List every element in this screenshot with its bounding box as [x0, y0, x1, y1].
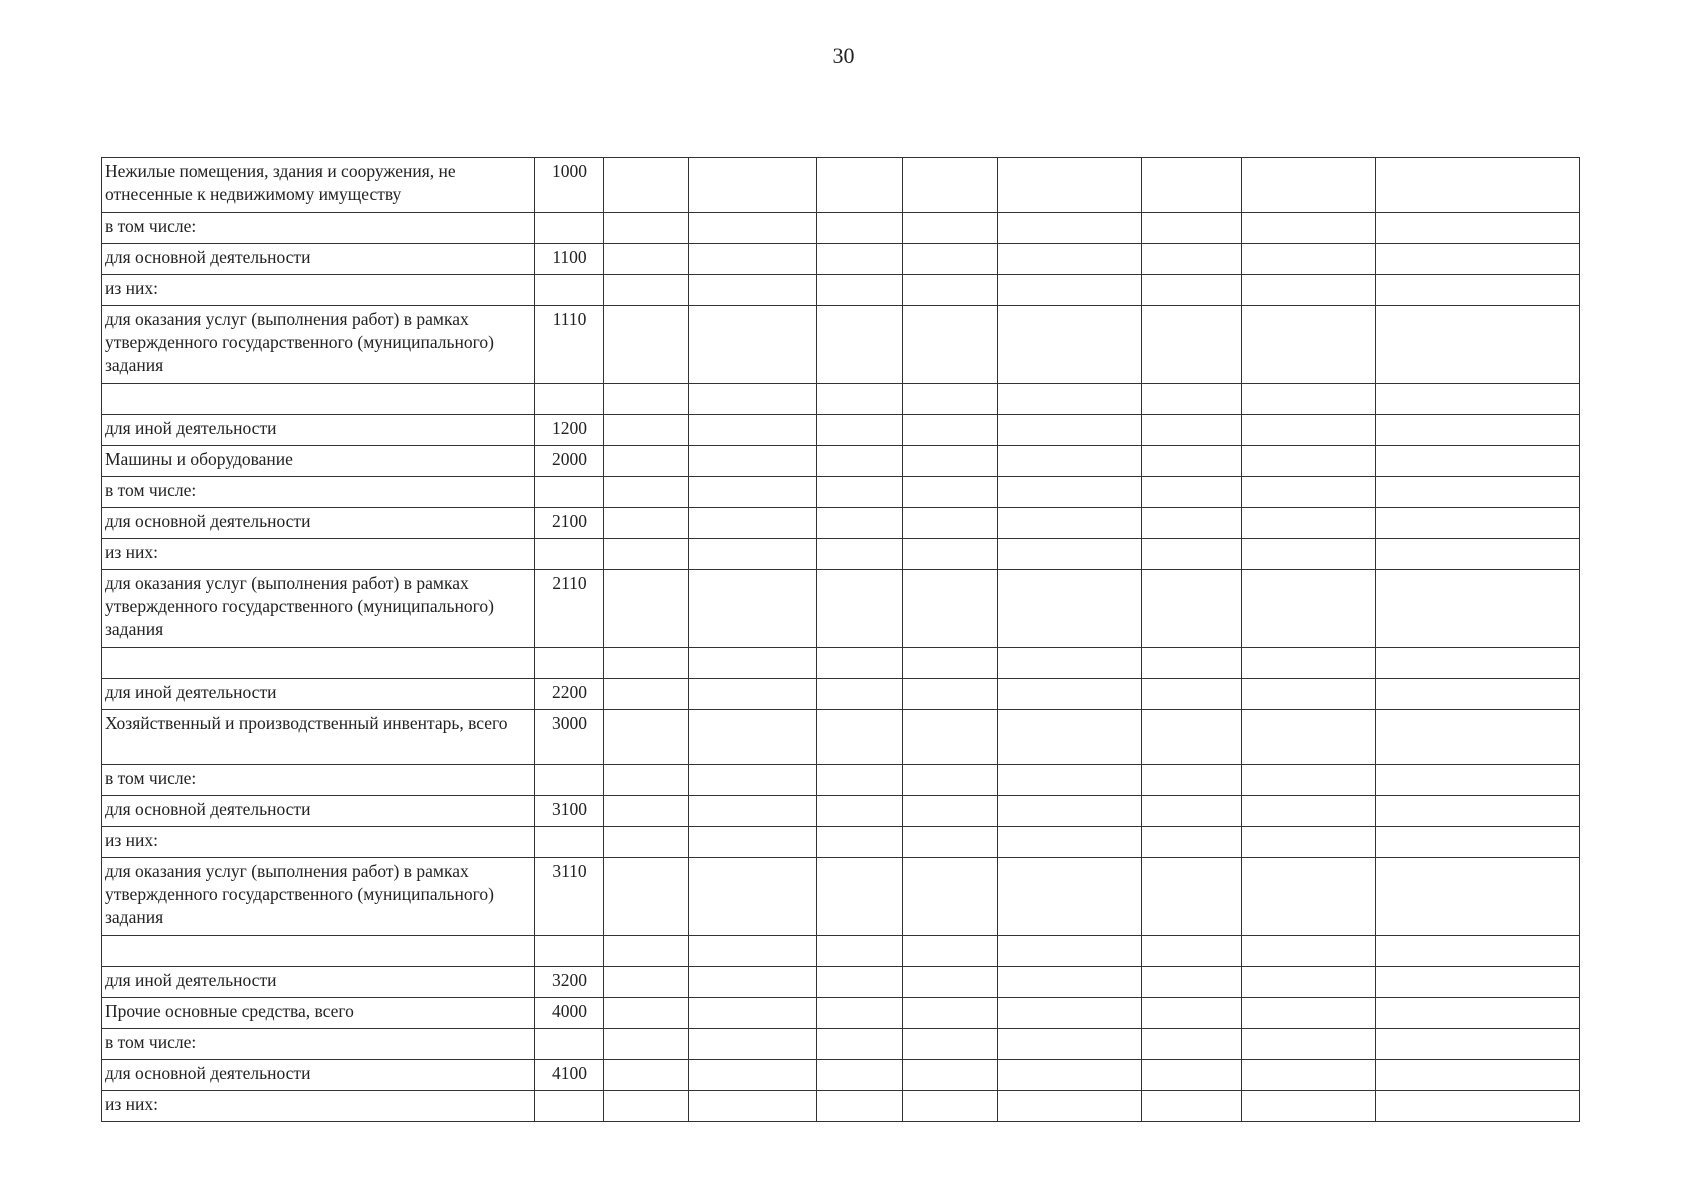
value-cell	[817, 648, 903, 679]
value-cell	[1142, 570, 1242, 648]
value-cell	[998, 858, 1142, 936]
row-label: для основной деятельности	[102, 508, 535, 539]
value-cell	[817, 244, 903, 275]
row-label: Машины и оборудование	[102, 446, 535, 477]
value-cell	[1142, 998, 1242, 1029]
value-cell	[998, 998, 1142, 1029]
value-cell	[604, 477, 689, 508]
value-cell	[998, 275, 1142, 306]
row-code: 1200	[535, 415, 604, 446]
value-cell	[1242, 477, 1376, 508]
row-label: из них:	[102, 827, 535, 858]
value-cell	[1242, 765, 1376, 796]
value-cell	[817, 275, 903, 306]
value-cell	[604, 158, 689, 213]
row-code	[535, 648, 604, 679]
value-cell	[998, 679, 1142, 710]
value-cell	[1142, 415, 1242, 446]
row-code	[535, 275, 604, 306]
value-cell	[998, 158, 1142, 213]
value-cell	[604, 244, 689, 275]
value-cell	[1242, 827, 1376, 858]
value-cell	[604, 648, 689, 679]
row-code: 2200	[535, 679, 604, 710]
value-cell	[817, 213, 903, 244]
value-cell	[903, 796, 998, 827]
value-cell	[1242, 508, 1376, 539]
value-cell	[1142, 858, 1242, 936]
table-row	[102, 306, 1580, 384]
row-label: в том числе:	[102, 213, 535, 244]
row-code: 1100	[535, 244, 604, 275]
value-cell	[903, 477, 998, 508]
value-cell	[689, 275, 817, 306]
value-cell	[817, 539, 903, 570]
row-code	[535, 1029, 604, 1060]
row-label: Прочие основные средства, всего	[102, 998, 535, 1029]
page-number: 30	[832, 43, 855, 68]
table-row	[102, 477, 1580, 508]
value-cell	[689, 679, 817, 710]
value-cell	[998, 648, 1142, 679]
value-cell	[903, 508, 998, 539]
value-cell	[998, 827, 1142, 858]
row-code: 3110	[535, 858, 604, 936]
table-row	[102, 710, 1580, 765]
value-cell	[1142, 275, 1242, 306]
value-cell	[1242, 570, 1376, 648]
value-cell	[1376, 415, 1580, 446]
value-cell	[817, 1029, 903, 1060]
value-cell	[689, 796, 817, 827]
value-cell	[817, 477, 903, 508]
value-cell	[1376, 275, 1580, 306]
value-cell	[689, 508, 817, 539]
table-row	[102, 765, 1580, 796]
value-cell	[689, 1060, 817, 1091]
value-cell	[817, 998, 903, 1029]
value-cell	[689, 827, 817, 858]
value-cell	[817, 827, 903, 858]
value-cell	[998, 306, 1142, 384]
row-label: в том числе:	[102, 765, 535, 796]
value-cell	[1242, 936, 1376, 967]
value-cell	[998, 710, 1142, 765]
row-label: для иной деятельности	[102, 415, 535, 446]
row-label: для оказания услуг (выполнения работ) в рамках утвержденного государственного (муниципального) задания	[102, 858, 535, 936]
value-cell	[903, 648, 998, 679]
table-row	[102, 858, 1580, 936]
row-label: для основной деятельности	[102, 796, 535, 827]
row-code: 1110	[535, 306, 604, 384]
table-row	[102, 213, 1580, 244]
table-row	[102, 158, 1580, 213]
row-code: 1000	[535, 158, 604, 213]
value-cell	[817, 765, 903, 796]
assets-table	[101, 157, 1580, 1122]
value-cell	[903, 539, 998, 570]
value-cell	[1242, 796, 1376, 827]
value-cell	[1142, 446, 1242, 477]
value-cell	[817, 415, 903, 446]
value-cell	[998, 477, 1142, 508]
value-cell	[817, 508, 903, 539]
value-cell	[1376, 765, 1580, 796]
value-cell	[1376, 1029, 1580, 1060]
value-cell	[998, 539, 1142, 570]
value-cell	[998, 796, 1142, 827]
value-cell	[604, 998, 689, 1029]
row-code: 3200	[535, 967, 604, 998]
row-label: для оказания услуг (выполнения работ) в рамках утвержденного государственного (муниципального) задания	[102, 570, 535, 648]
value-cell	[1142, 508, 1242, 539]
value-cell	[817, 710, 903, 765]
value-cell	[1142, 765, 1242, 796]
value-cell	[604, 765, 689, 796]
value-cell	[1242, 1091, 1376, 1122]
value-cell	[1142, 158, 1242, 213]
value-cell	[817, 306, 903, 384]
value-cell	[1142, 967, 1242, 998]
table-row	[102, 244, 1580, 275]
table-row	[102, 570, 1580, 648]
value-cell	[1242, 306, 1376, 384]
value-cell	[604, 1029, 689, 1060]
value-cell	[1376, 648, 1580, 679]
row-code	[535, 477, 604, 508]
value-cell	[903, 858, 998, 936]
value-cell	[689, 446, 817, 477]
value-cell	[903, 446, 998, 477]
value-cell	[903, 1060, 998, 1091]
value-cell	[903, 967, 998, 998]
value-cell	[817, 1091, 903, 1122]
table-row	[102, 539, 1580, 570]
row-code	[535, 1091, 604, 1122]
value-cell	[903, 213, 998, 244]
value-cell	[903, 306, 998, 384]
value-cell	[998, 570, 1142, 648]
table-row	[102, 796, 1580, 827]
value-cell	[1242, 275, 1376, 306]
row-label: из них:	[102, 1091, 535, 1122]
row-code: 3100	[535, 796, 604, 827]
table-row	[102, 1060, 1580, 1091]
value-cell	[689, 570, 817, 648]
value-cell	[998, 936, 1142, 967]
value-cell	[1242, 158, 1376, 213]
value-cell	[689, 1029, 817, 1060]
value-cell	[1142, 539, 1242, 570]
row-label: для иной деятельности	[102, 679, 535, 710]
value-cell	[903, 275, 998, 306]
value-cell	[1376, 306, 1580, 384]
row-label: Хозяйственный и производственный инвентарь, всего	[102, 710, 535, 765]
row-code	[535, 213, 604, 244]
table-row	[102, 648, 1580, 679]
value-cell	[1376, 446, 1580, 477]
value-cell	[1242, 446, 1376, 477]
value-cell	[817, 967, 903, 998]
value-cell	[1142, 710, 1242, 765]
value-cell	[604, 213, 689, 244]
value-cell	[689, 967, 817, 998]
table-body	[102, 158, 1580, 1122]
value-cell	[817, 858, 903, 936]
value-cell	[903, 710, 998, 765]
value-cell	[1142, 213, 1242, 244]
value-cell	[689, 244, 817, 275]
value-cell	[1376, 827, 1580, 858]
value-cell	[1142, 936, 1242, 967]
value-cell	[817, 158, 903, 213]
value-cell	[817, 796, 903, 827]
value-cell	[903, 1091, 998, 1122]
value-cell	[689, 765, 817, 796]
value-cell	[817, 570, 903, 648]
value-cell	[604, 710, 689, 765]
value-cell	[998, 1060, 1142, 1091]
row-label: для оказания услуг (выполнения работ) в рамках утвержденного государственного (муниципального) задания	[102, 306, 535, 384]
value-cell	[689, 710, 817, 765]
value-cell	[1142, 244, 1242, 275]
row-code	[535, 936, 604, 967]
value-cell	[1376, 858, 1580, 936]
value-cell	[1242, 710, 1376, 765]
row-label: из них:	[102, 275, 535, 306]
value-cell	[1242, 998, 1376, 1029]
value-cell	[604, 508, 689, 539]
value-cell	[604, 796, 689, 827]
value-cell	[1376, 384, 1580, 415]
row-code: 2110	[535, 570, 604, 648]
value-cell	[903, 244, 998, 275]
row-label	[102, 648, 535, 679]
value-cell	[689, 539, 817, 570]
value-cell	[604, 306, 689, 384]
value-cell	[604, 858, 689, 936]
table-row	[102, 384, 1580, 415]
row-label: для основной деятельности	[102, 1060, 535, 1091]
value-cell	[998, 1091, 1142, 1122]
value-cell	[817, 446, 903, 477]
value-cell	[604, 1091, 689, 1122]
value-cell	[689, 858, 817, 936]
row-label: из них:	[102, 539, 535, 570]
table-row	[102, 446, 1580, 477]
value-cell	[689, 648, 817, 679]
value-cell	[1376, 508, 1580, 539]
row-label	[102, 936, 535, 967]
value-cell	[689, 998, 817, 1029]
value-cell	[998, 213, 1142, 244]
value-cell	[998, 1029, 1142, 1060]
value-cell	[1376, 967, 1580, 998]
value-cell	[604, 446, 689, 477]
value-cell	[817, 679, 903, 710]
row-label: в том числе:	[102, 477, 535, 508]
value-cell	[1242, 384, 1376, 415]
value-cell	[689, 1091, 817, 1122]
value-cell	[1376, 244, 1580, 275]
value-cell	[689, 477, 817, 508]
value-cell	[689, 415, 817, 446]
table-row	[102, 936, 1580, 967]
value-cell	[604, 275, 689, 306]
value-cell	[903, 679, 998, 710]
value-cell	[998, 508, 1142, 539]
value-cell	[1142, 679, 1242, 710]
value-cell	[903, 158, 998, 213]
value-cell	[998, 244, 1142, 275]
value-cell	[817, 384, 903, 415]
value-cell	[903, 827, 998, 858]
value-cell	[1242, 415, 1376, 446]
value-cell	[998, 415, 1142, 446]
value-cell	[604, 967, 689, 998]
value-cell	[998, 384, 1142, 415]
value-cell	[689, 936, 817, 967]
table-row	[102, 1091, 1580, 1122]
row-label	[102, 384, 535, 415]
value-cell	[1142, 796, 1242, 827]
table-row	[102, 679, 1580, 710]
value-cell	[1142, 306, 1242, 384]
value-cell	[604, 384, 689, 415]
value-cell	[1142, 648, 1242, 679]
table-row	[102, 1029, 1580, 1060]
value-cell	[817, 936, 903, 967]
value-cell	[1142, 1029, 1242, 1060]
value-cell	[1376, 570, 1580, 648]
table-row	[102, 967, 1580, 998]
value-cell	[1376, 679, 1580, 710]
table-row	[102, 827, 1580, 858]
value-cell	[1242, 1060, 1376, 1091]
value-cell	[1376, 998, 1580, 1029]
value-cell	[903, 936, 998, 967]
value-cell	[903, 1029, 998, 1060]
value-cell	[689, 158, 817, 213]
value-cell	[1142, 1060, 1242, 1091]
value-cell	[1376, 796, 1580, 827]
value-cell	[1242, 648, 1376, 679]
value-cell	[1142, 477, 1242, 508]
value-cell	[1242, 539, 1376, 570]
value-cell	[1242, 213, 1376, 244]
value-cell	[1376, 1091, 1580, 1122]
value-cell	[1242, 244, 1376, 275]
value-cell	[1376, 477, 1580, 508]
value-cell	[1376, 936, 1580, 967]
value-cell	[604, 539, 689, 570]
table-row	[102, 998, 1580, 1029]
value-cell	[1242, 679, 1376, 710]
value-cell	[1142, 384, 1242, 415]
value-cell	[1376, 1060, 1580, 1091]
row-code: 2000	[535, 446, 604, 477]
value-cell	[604, 827, 689, 858]
value-cell	[1376, 213, 1580, 244]
row-code: 3000	[535, 710, 604, 765]
row-code	[535, 765, 604, 796]
value-cell	[998, 765, 1142, 796]
table-row	[102, 275, 1580, 306]
value-cell	[1142, 827, 1242, 858]
row-code: 4000	[535, 998, 604, 1029]
value-cell	[903, 765, 998, 796]
value-cell	[1376, 158, 1580, 213]
table-row	[102, 508, 1580, 539]
row-code: 4100	[535, 1060, 604, 1091]
value-cell	[604, 415, 689, 446]
value-cell	[689, 384, 817, 415]
value-cell	[1376, 710, 1580, 765]
value-cell	[817, 1060, 903, 1091]
value-cell	[604, 1060, 689, 1091]
value-cell	[1242, 967, 1376, 998]
row-label: для основной деятельности	[102, 244, 535, 275]
value-cell	[903, 570, 998, 648]
value-cell	[604, 679, 689, 710]
table-row	[102, 415, 1580, 446]
row-label: Нежилые помещения, здания и сооружения, не отнесенные к недвижимому имуществу	[102, 158, 535, 213]
value-cell	[689, 213, 817, 244]
value-cell	[604, 936, 689, 967]
value-cell	[903, 415, 998, 446]
value-cell	[604, 570, 689, 648]
value-cell	[998, 446, 1142, 477]
value-cell	[903, 998, 998, 1029]
value-cell	[1242, 1029, 1376, 1060]
value-cell	[998, 967, 1142, 998]
value-cell	[1242, 858, 1376, 936]
row-code	[535, 827, 604, 858]
row-label: в том числе:	[102, 1029, 535, 1060]
row-label: для иной деятельности	[102, 967, 535, 998]
value-cell	[1376, 539, 1580, 570]
value-cell	[1142, 1091, 1242, 1122]
value-cell	[689, 306, 817, 384]
row-code	[535, 539, 604, 570]
row-code	[535, 384, 604, 415]
value-cell	[903, 384, 998, 415]
row-code: 2100	[535, 508, 604, 539]
